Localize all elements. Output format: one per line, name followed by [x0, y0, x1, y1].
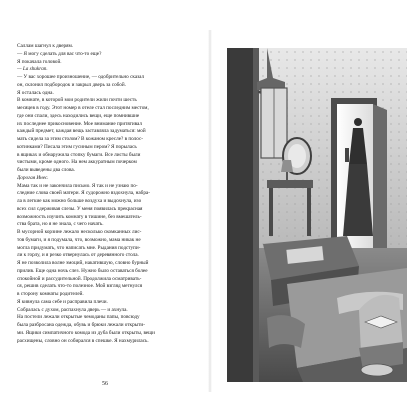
- text-line: — La shukran.: [17, 66, 48, 73]
- text-line: В комнате, в которой мои родители жили почти шесть: [17, 97, 137, 104]
- text-line: мать сидела за этим столом? В кожаном кресле? в полос-: [17, 136, 143, 142]
- text-line: ства брата, но я не знала, с чего начать.: [17, 221, 104, 228]
- text-line: ся, решив сделать что-то полезное. Мой взгляд метнулся: [17, 283, 143, 290]
- text-line: в ящиках и обнаружила стопку бумаги. Все листы были: [17, 151, 141, 158]
- text-line: Я осталась одна.: [17, 89, 54, 96]
- text-line: спокойной и рассудительной. Продолжила осматривать-: [17, 275, 142, 282]
- text-line: Собралась с духом, распахнула дверь — и ахнула.: [17, 306, 128, 313]
- text-line: где они спали, здесь находились вещи, еще помнившие: [17, 112, 140, 119]
- text-line: Саллам шагнул к дверям.: [17, 43, 74, 49]
- text-line: следние слова своей матери. Я судорожно вздохнула, набра-: [17, 190, 150, 197]
- text-line: месяцев в году. Этот номер в отеле стал последним местом,: [17, 105, 149, 111]
- text-line: он, склонил подбородок и закрыл дверь за собой.: [17, 81, 126, 88]
- text-line: ли к горлу, и я резко отвернулась от деревянного стола.: [17, 252, 139, 259]
- text-line: их последнее прикосновение. Мое внимание притягивал: [17, 120, 142, 127]
- text-line: прилив. Еще одна ночь слез. Нужно было оставаться более: [17, 267, 148, 274]
- text-line: были выведены два слова.: [17, 167, 75, 173]
- body-text: [17, 43, 197, 345]
- text-line: — Я могу сделать для вас что-то еще?: [17, 50, 102, 57]
- text-line: Я не позволила волне эмоций, накатившую, словно бурный: [17, 260, 149, 266]
- text-line: ла в легкие как можно больше воздуха и выдохнула, изо: [17, 198, 142, 204]
- text-line: чистыми, кроме одного. На нем аккуратным почерком: [17, 159, 137, 166]
- text-line: могла придумать, что написать мне. Рыдания подступи-: [17, 244, 141, 251]
- text-line: — У вас хорошее произношение, — одобрительно сказал: [17, 74, 145, 80]
- text-line: всех сил сдерживая слезы. У меня появилась прекрасная: [17, 205, 143, 212]
- hat-box: [361, 364, 393, 376]
- text-line: Мама так и не закончила письмо. Я так и не узнаю по-: [17, 182, 138, 189]
- text-line: В мусорной корзине лежало несколько скомканных лис-: [17, 229, 142, 235]
- armchair: [359, 295, 403, 370]
- text-line: Я покачала головой.: [17, 58, 62, 65]
- text-line: расхищены, словно он собирался в спешке. Я нахмурилась.: [17, 337, 149, 344]
- text-line: котинками? Писала этим гусиным пером? Я порылась: [17, 143, 137, 150]
- text-line: На постели лежали открытые чемоданы папы, повсюду: [17, 314, 140, 321]
- text-line: в сторону комнаты родителей.: [17, 291, 84, 297]
- text-line: была разбросана одежда, обувь и брюки лежали открыти-: [17, 322, 145, 328]
- illustration-hotel-room: [227, 48, 407, 382]
- text-line: возможность изучить комнату в тишине, без вмешатель-: [17, 213, 142, 220]
- page-number: 56: [102, 381, 108, 387]
- text-line: Я кивнула сама себе и расправила плечи.: [17, 298, 108, 305]
- text-line: ми. Ящики симпатичного комода из дуба были открыты, вещи: [17, 329, 155, 336]
- text-line: Дорогая Инес.: [17, 174, 49, 181]
- text-line: каждый предмет, каждая вещь заставляла задуматься: мой: [17, 128, 146, 135]
- text-line: тов бумаги, и я подумала, что, возможно, мама никак не: [17, 236, 141, 243]
- dark-pillar: [227, 48, 253, 382]
